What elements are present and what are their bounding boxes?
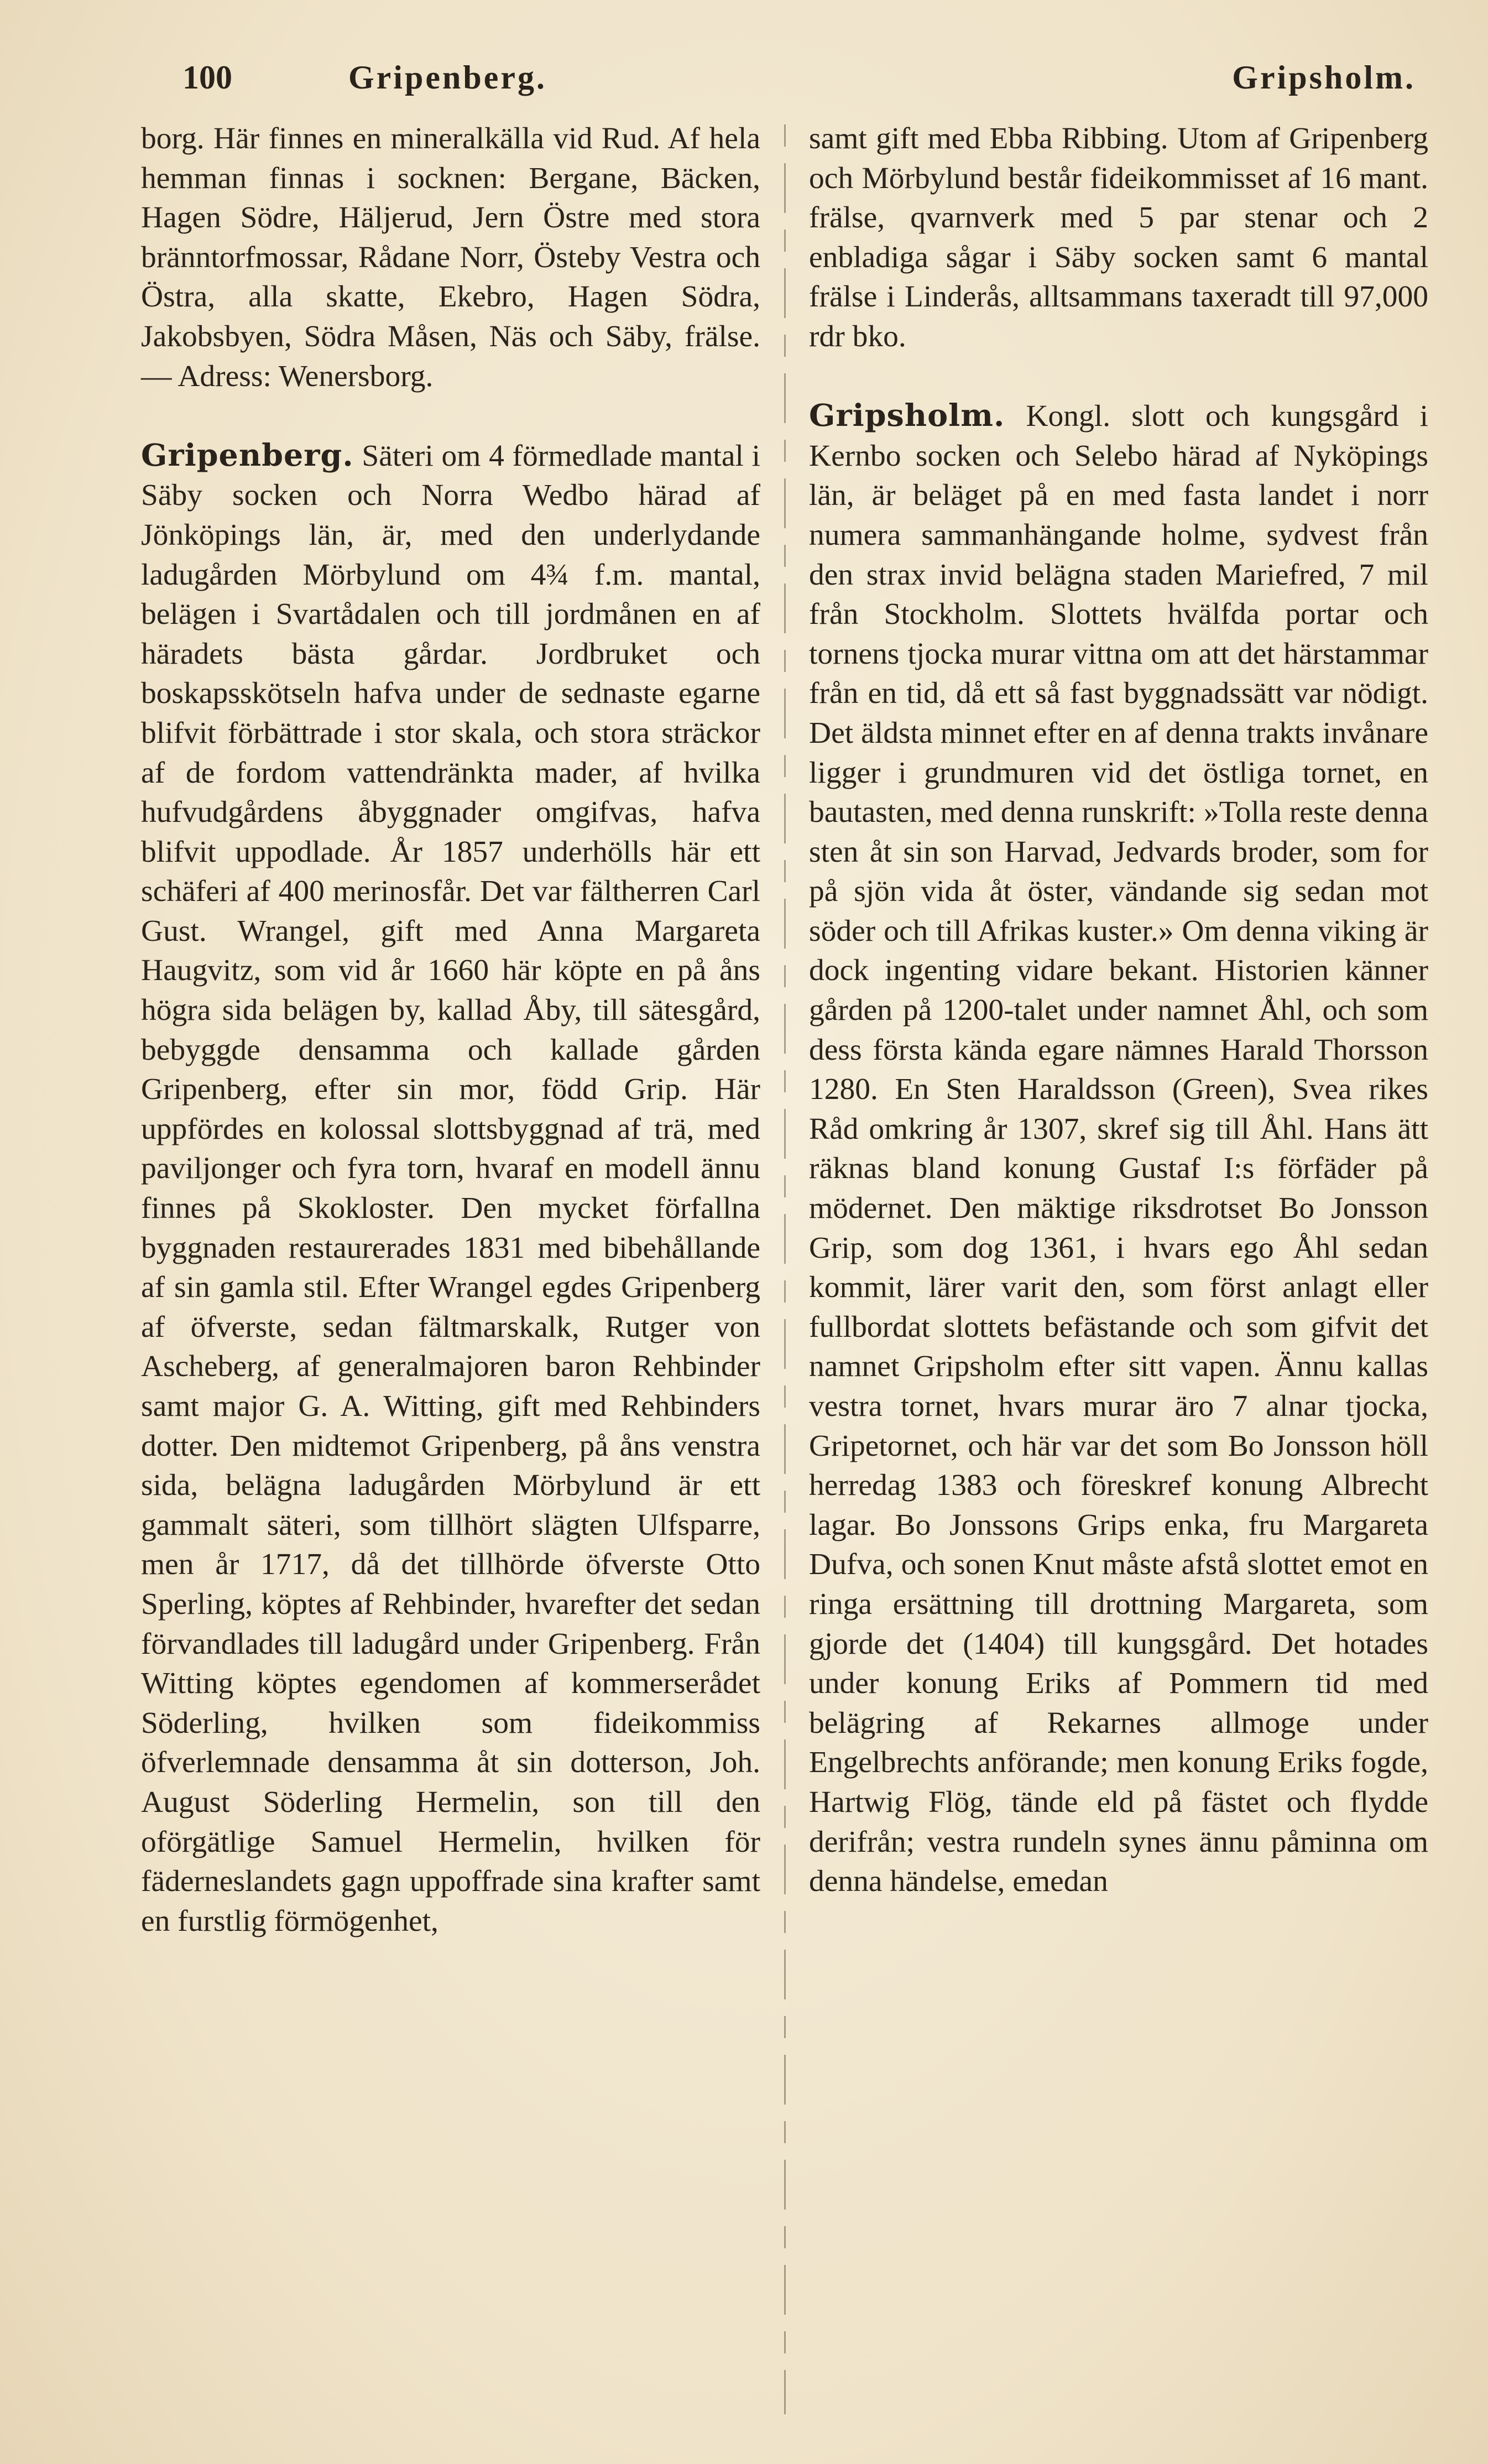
page-number: 100	[182, 59, 232, 96]
entry-text-gripenberg: Säteri om 4 förmedlade mantal i Säby socken och Norra Wedbo härad af Jönköpings län, är, med den underlydande ladugården Mörbylund om 4¾ f.m. mantal, belägen i Svartådalen och till jordmånen en af häradets bästa gårdar. Jordbruket och boskapsskötseln hafva under de sednaste egarne blifvit förbättrade i stor skala, och stora sträckor af de fordom vattendränkta mader, af hvilka hufvudgårdens åbyggnader omgifvas, hafva blifvit uppodlade. År 1857 underhölls här ett schäferi af 400 merinosfår. Det var fältherren Carl Gust. Wrangel, gift med Anna Margareta Haugvitz, som vid år 1660 här köpte en på åns högra sida belägen by, kallad Åby, till sätesgård, bebyggde densamma och kallade gården Gripenberg, efter sin mor, född Grip. Här uppfördes en kolossal slottsbyggnad af trä, med paviljonger och fyra torn, hvaraf en modell ännu finnes på Skokloster. Den mycket förfallna byggnaden restaurerades 1831 med bibehållande af sin gamla stil. Efter Wrangel egdes Gripenberg af öfverste, sedan fältmarskalk, Rutger von Ascheberg, af generalmajoren baron Rehbinder samt major G. A. Witting, gift med Rehbinders dotter. Den midtemot Gripenberg, på åns venstra sida, belägna ladugården Mörbylund är ett gammalt säteri, som tillhört slägten Ulfsparre, men år 1717, då det tillhörde öfverste Otto Sperling, köptes af Rehbinder, hvarefter det sedan förvandlades till ladugård under Gripenberg. Från Witting köptes egendomen af kommerserådet Söderling, hvilken som fideikommiss öfverlemnade densamma åt sin dotterson, Joh. August Söderling Hermelin, son till den oförgätlige Samuel Hermelin, hvilken för fäderneslandets gagn uppoffrade sina krafter samt en furstlig förmögenhet,	[141, 439, 760, 1938]
paragraph-gripenberg-continued: samt gift med Ebba Ribbing. Utom af Gripenberg och Mörbylund består fideikommisset af 16 mant. frälse, qvarnverk med 5 par stenar och 2 enbladiga sågar i Säby socken samt 6 mantal frälse i Linderås, alltsammans taxeradt till 97,000 rdr bko.	[809, 122, 1428, 353]
left-running-head: Gripenberg.	[348, 59, 547, 96]
right-column	[809, 119, 1428, 2414]
entry-text-gripsholm: Kongl. slott och kungsgård i Kernbo socken och Selebo härad af Nyköpings län, är beläget på en med fasta landet i norr numera sammanhängande holme, sydvest från den strax invid belägna staden Mariefred, 7 mil från Stockholm. Slottets hvälfda portar och tornens tjocka murar vittna om att det härstammar från en tid, då ett så fast byggnadssätt var nödigt. Det äldsta minnet efter en af denna trakts invånare ligger i grundmuren vid det östliga tornet, en bautasten, med denna runskrift: »Tolla reste denna sten åt sin son Harvad, Jedvards broder, som for på sjön vida åt öster, vändande sig sedan mot söder och till Afrikas kuster.» Om denna viking är dock ingenting vidare bekant. Historien känner gården på 1200-talet under namnet Åhl, och som dess första kända egare nämnes Harald Thorsson 1280. En Sten Haraldsson (Green), Svea rikes Råd omkring år 1307, skref sig till Åhl. Hans ätt räknas bland konung Gustaf I:s förfäder på mödernet. Den mäktige riksdrotset Bo Jonsson Grip, som dog 1361, i hvars ego Åhl sedan kommit, lärer varit den, som först anlagt eller fullbordat slottets befästande och som gifvit det namnet Gripsholm efter sitt vapen. Ännu kallas vestra tornet, hvars murar äro 7 alnar tjocka, Gripetornet, och här var det som Bo Jonsson höll herredag 1383 och föreskref konung Albrecht lagar. Bo Jonssons Grips enka, fru Margareta Dufva, och sonen Knut måste afstå slottet emot en ringa ersättning till drottning Margareta, som gjorde det (1404) till kungsgård. Det hotades under konung Eriks af Pommern tid med belägring af Rekarnes allmoge under Engelbrechts anförande; men konung Eriks fogde, Hartwig Flög, tände eld på fästet och flydde derifrån; vestra rundeln synes ännu påminna om denna händelse, emedan	[809, 399, 1429, 1899]
right-running-head: Gripsholm.	[1232, 59, 1416, 96]
entry-gripenberg	[141, 436, 760, 1941]
entry-heading-gripsholm: Gripsholm.	[809, 398, 1005, 434]
running-header	[138, 53, 1460, 102]
paragraph-gap	[809, 357, 1428, 397]
entry-gripsholm	[809, 396, 1428, 1902]
paragraph-gap	[141, 396, 760, 436]
entry-heading-gripenberg: Gripenberg.	[141, 437, 354, 473]
column-divider	[784, 124, 786, 2414]
paragraph-wenersborg-continued: borg. Här finnes en mineralkälla vid Rud. Af hela hemman finnas i socknen: Bergane, Bäcken, Hagen Södre, Häljerud, Jern Östre med stora bränntorfmossar, Rådane Norr, Östeby Vestra och Östra, alla skatte, Ekebro, Hagen Södra, Jakobsbyen, Södra Måsen, Näs och Säby, frälse. — Adress: Wenersborg.	[141, 122, 760, 393]
left-column	[141, 119, 760, 2414]
